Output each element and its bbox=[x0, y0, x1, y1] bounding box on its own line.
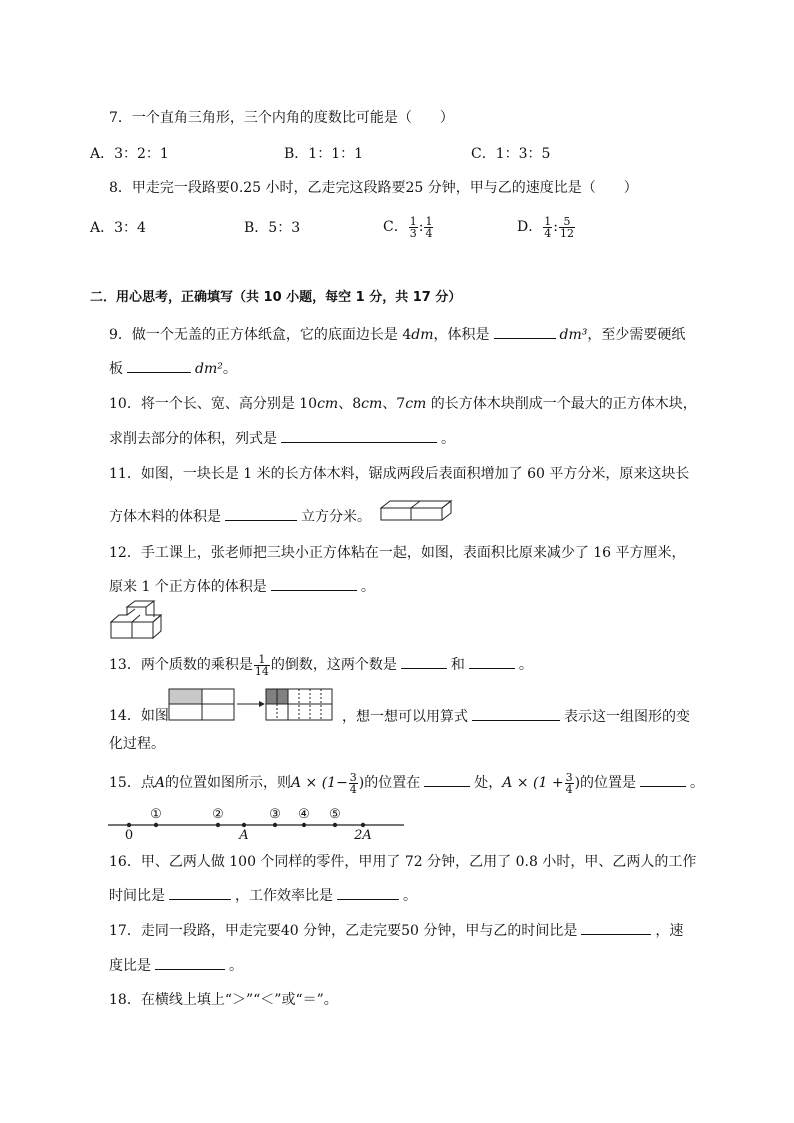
q11-line2: 方体木料的体积是 立方分米。 bbox=[109, 506, 371, 527]
answer-blank[interactable] bbox=[271, 576, 357, 591]
answer-blank[interactable] bbox=[581, 920, 651, 935]
answer-blank[interactable] bbox=[337, 885, 399, 900]
q8-option-b: B．5：3 bbox=[244, 220, 301, 236]
axis-label-3: ③ bbox=[269, 807, 281, 822]
fraction-rectangles-figure bbox=[168, 688, 336, 722]
answer-blank[interactable] bbox=[469, 654, 515, 669]
axis-zero-label: 0 bbox=[124, 828, 134, 843]
q8-option-a: A．3：4 bbox=[90, 220, 146, 236]
answer-blank[interactable] bbox=[281, 428, 437, 443]
axis-A-label: A bbox=[239, 828, 249, 843]
cuboid-figure bbox=[380, 500, 452, 522]
axis-label-4: ④ bbox=[298, 807, 310, 822]
q8-option-c: C． $\frac{1}{3}$ : $\frac{1}{4}$ bbox=[383, 214, 433, 240]
fraction: $\frac{1}{4}$ bbox=[544, 214, 552, 240]
fraction: $\frac{3}{4}$ bbox=[565, 770, 573, 796]
q7-option-b: B．1：1：1 bbox=[284, 146, 364, 162]
q18-line: 18．在横线上填上“＞”“＜”或“＝”。 bbox=[109, 992, 338, 1008]
fraction: $\frac{5}{12}$ bbox=[559, 214, 574, 240]
q12-line2: 原来 1 个正方体的体积是 。 bbox=[109, 576, 375, 597]
answer-blank[interactable] bbox=[494, 324, 556, 339]
answer-blank[interactable] bbox=[640, 772, 686, 787]
answer-blank[interactable] bbox=[401, 654, 447, 669]
number-line bbox=[108, 803, 408, 843]
q10-line1: 10．将一个长、宽、高分别是 10cm、8cm、7cm 的长方体木块削成一个最大的正方体木块， bbox=[109, 396, 697, 412]
q10-line2: 求削去部分的体积，列式是 。 bbox=[109, 428, 455, 449]
q17-line2: 度比是 。 bbox=[109, 955, 243, 976]
answer-blank[interactable] bbox=[225, 506, 297, 521]
three-cubes-figure bbox=[110, 605, 162, 639]
answer-blank[interactable] bbox=[424, 772, 470, 787]
axis-label-2: ② bbox=[212, 807, 224, 822]
axis-label-5: ⑤ bbox=[329, 807, 341, 822]
q14-label: 14．如图 bbox=[109, 708, 169, 724]
q7-option-a: A．3：2：1 bbox=[90, 146, 169, 162]
axis-2A-label: 2A bbox=[354, 828, 372, 843]
axis-label-1: ① bbox=[150, 807, 162, 822]
q8-option-c-label: C． bbox=[383, 219, 408, 235]
q16-line1: 16．甲、乙两人做 100 个同样的零件，甲用了 72 分钟，乙用了 0.8 小时，甲、乙两人的工作 bbox=[109, 854, 697, 870]
q14-line1: ，想一想可以用算式 表示这一组图形的变 bbox=[342, 706, 690, 727]
q12-line1: 12．手工课上，张老师把三块小正方体粘在一起，如图，表面积比原来减少了 16 平方厘米， bbox=[109, 545, 686, 561]
q16-line2: 时间比是 ，工作效率比是 。 bbox=[109, 885, 417, 906]
fraction: $\frac{1}{4}$ bbox=[425, 214, 433, 240]
q8-option-d: D． $\frac{1}{4}$ : $\frac{5}{12}$ bbox=[517, 214, 574, 240]
q13-line: 13．两个质数的乘积是 $\frac{1}{14}$ 的倒数，这两个数是 和 。 bbox=[109, 652, 533, 678]
answer-blank[interactable] bbox=[155, 955, 225, 970]
fraction: $\frac{1}{3}$ bbox=[409, 214, 417, 240]
q11-line1: 11．如图，一块长是 1 米的长方体木料，锯成两段后表面积增加了 60 平方分米，原来这块长 bbox=[109, 466, 690, 482]
q15-line: 15．点A的位置如图所示，则A × (1− $\frac{3}{4}$ )的位置在 处，A × (1 + $\frac{3}{4}$ )的位置是 。 bbox=[109, 770, 705, 796]
fraction: $\frac{1}{14}$ bbox=[254, 652, 269, 678]
answer-blank[interactable] bbox=[472, 706, 560, 721]
q8-stem: 8．甲走完一段路要0.25 小时，乙走完这段路要25 分钟，甲与乙的速度比是（ ） bbox=[109, 180, 638, 196]
answer-blank[interactable] bbox=[127, 358, 191, 373]
q9-line1: 9．做一个无盖的正方体纸盒，它的底面边长是 4dm，体积是 dm³，至少需要硬纸 bbox=[109, 324, 685, 345]
q8-option-d-label: D． bbox=[517, 219, 543, 235]
section-title: 二．用心思考，正确填写（共 10 小题，每空 1 分，共 17 分） bbox=[90, 290, 462, 305]
answer-blank[interactable] bbox=[169, 885, 231, 900]
q14-line2: 化过程。 bbox=[109, 736, 165, 752]
q9-line2: 板 dm²。 bbox=[109, 358, 237, 379]
q7-option-c: C．1：3：5 bbox=[471, 146, 551, 162]
fraction: $\frac{3}{4}$ bbox=[349, 770, 357, 796]
q17-line1: 17．走同一段路，甲走完要40 分钟，乙走完要50 分钟，甲与乙的时间比是 ，速 bbox=[109, 920, 683, 941]
q7-stem: 7．一个直角三角形，三个内角的度数比可能是（ ） bbox=[109, 110, 454, 126]
